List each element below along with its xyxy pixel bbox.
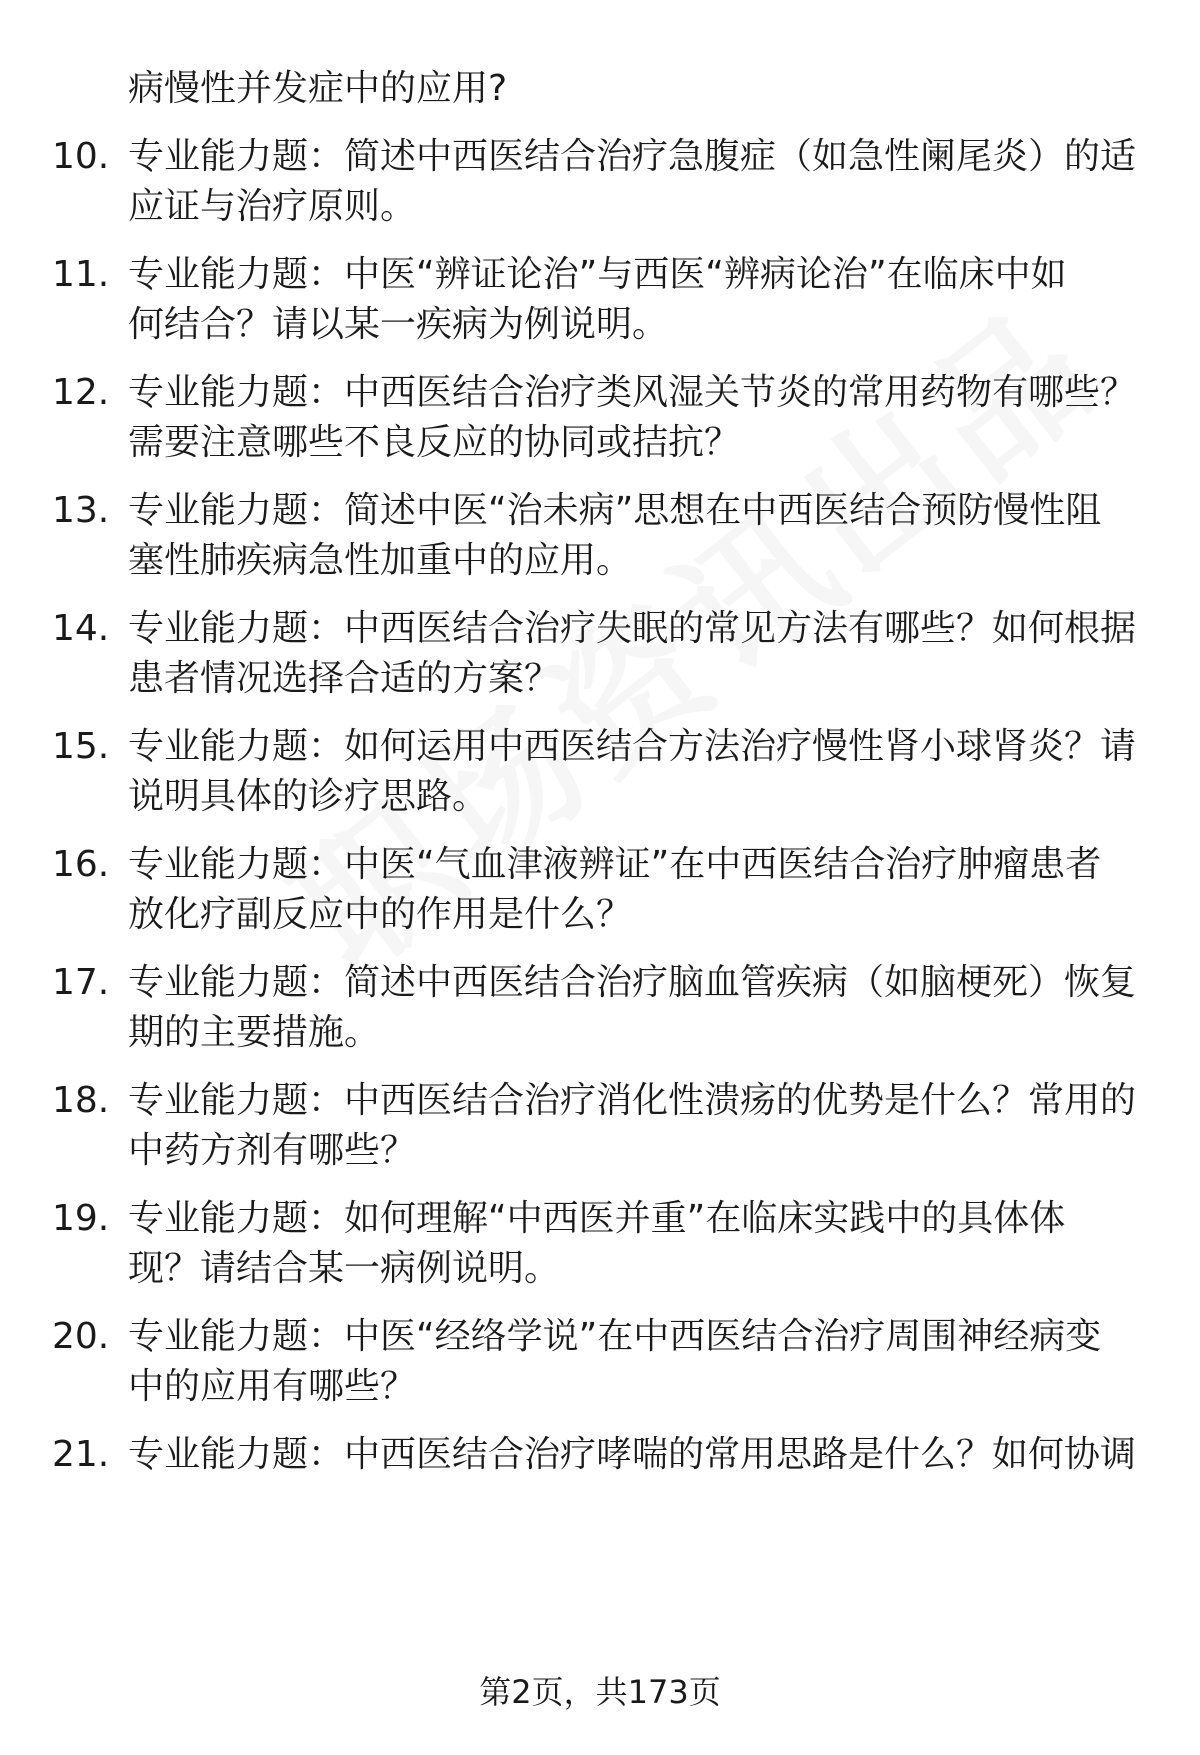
question-text xyxy=(128,604,1138,704)
question-number: 12. xyxy=(52,372,110,413)
question-text-line: 专业能力题：简述中医“治未病”思想在中西医结合预防慢性阻 xyxy=(128,490,1102,531)
question-number: 10. xyxy=(52,136,110,177)
question-number: 20. xyxy=(52,1316,110,1357)
question-number: 19. xyxy=(52,1198,110,1239)
question-number: 13. xyxy=(52,490,110,531)
question-text-line: 专业能力题：中西医结合治疗失眠的常见方法有哪些？如何根据 xyxy=(128,608,1137,649)
question-text-line: 专业能力题：中医“辨证论治”与西医“辨病论治”在临床中如 xyxy=(128,254,1067,295)
question-text-line: 说明具体的诊疗思路。 xyxy=(128,776,489,817)
question-text xyxy=(128,840,1138,940)
continued-question-text: 病慢性并发症中的应用? xyxy=(128,68,508,109)
question-number: 21. xyxy=(52,1434,110,1475)
question-number: 18. xyxy=(52,1080,110,1121)
question-text-line: 专业能力题：中医“气血津液辨证”在中西医结合治疗肿瘤患者 xyxy=(128,844,1102,885)
question-text xyxy=(128,1194,1138,1294)
question-text-line: 专业能力题：如何理解“中西医并重”在临床实践中的具体体 xyxy=(128,1198,1066,1239)
question-number: 16. xyxy=(52,844,110,885)
question-text-line: 何结合？请以某一疾病为例说明。 xyxy=(128,304,669,345)
question-text xyxy=(128,1312,1138,1412)
question-text-line: 应证与治疗原则。 xyxy=(128,186,417,227)
question-text-line: 期的主要措施。 xyxy=(128,1012,381,1053)
question-number: 14. xyxy=(52,608,110,649)
question-text xyxy=(128,368,1138,468)
question-text-line: 患者情况选择合适的方案？ xyxy=(128,658,561,699)
question-text-line: 专业能力题：简述中西医结合治疗急腹症（如急性阑尾炎）的适 xyxy=(128,136,1137,177)
question-number: 11. xyxy=(52,254,110,295)
question-text-line: 中药方剂有哪些？ xyxy=(128,1130,417,1171)
question-text xyxy=(128,722,1138,822)
page-footer: 第2页，共173页 xyxy=(479,1673,721,1711)
question-text-line: 专业能力题：中西医结合治疗哮喘的常用思路是什么？如何协调 xyxy=(128,1434,1137,1475)
question-text-line: 专业能力题：中西医结合治疗消化性溃疡的优势是什么？常用的 xyxy=(128,1080,1137,1121)
question-number: 15. xyxy=(52,726,110,767)
question-text-line: 现？请结合某一病例说明。 xyxy=(128,1248,561,1289)
question-text xyxy=(128,1076,1138,1176)
question-text-line: 专业能力题：简述中西医结合治疗脑血管疾病（如脑梗死）恢复 xyxy=(128,962,1137,1003)
question-number: 17. xyxy=(52,962,110,1003)
question-text-line: 放化疗副反应中的作用是什么？ xyxy=(128,894,633,935)
question-text xyxy=(128,132,1138,232)
question-text xyxy=(128,1430,1138,1480)
question-text-line: 专业能力题：中西医结合治疗类风湿关节炎的常用药物有哪些？ xyxy=(128,372,1137,413)
question-text xyxy=(128,958,1138,1058)
question-text-line: 专业能力题：中医“经络学说”在中西医结合治疗周围神经病变 xyxy=(128,1316,1102,1357)
question-text-line: 塞性肺疾病急性加重中的应用。 xyxy=(128,540,633,581)
question-text-line: 专业能力题：如何运用中西医结合方法治疗慢性肾小球肾炎？请 xyxy=(128,726,1137,767)
question-text xyxy=(128,250,1138,350)
question-text-line: 中的应用有哪些？ xyxy=(128,1366,417,1407)
question-text xyxy=(128,486,1138,586)
question-text-line: 需要注意哪些不良反应的协同或拮抗？ xyxy=(128,422,741,463)
